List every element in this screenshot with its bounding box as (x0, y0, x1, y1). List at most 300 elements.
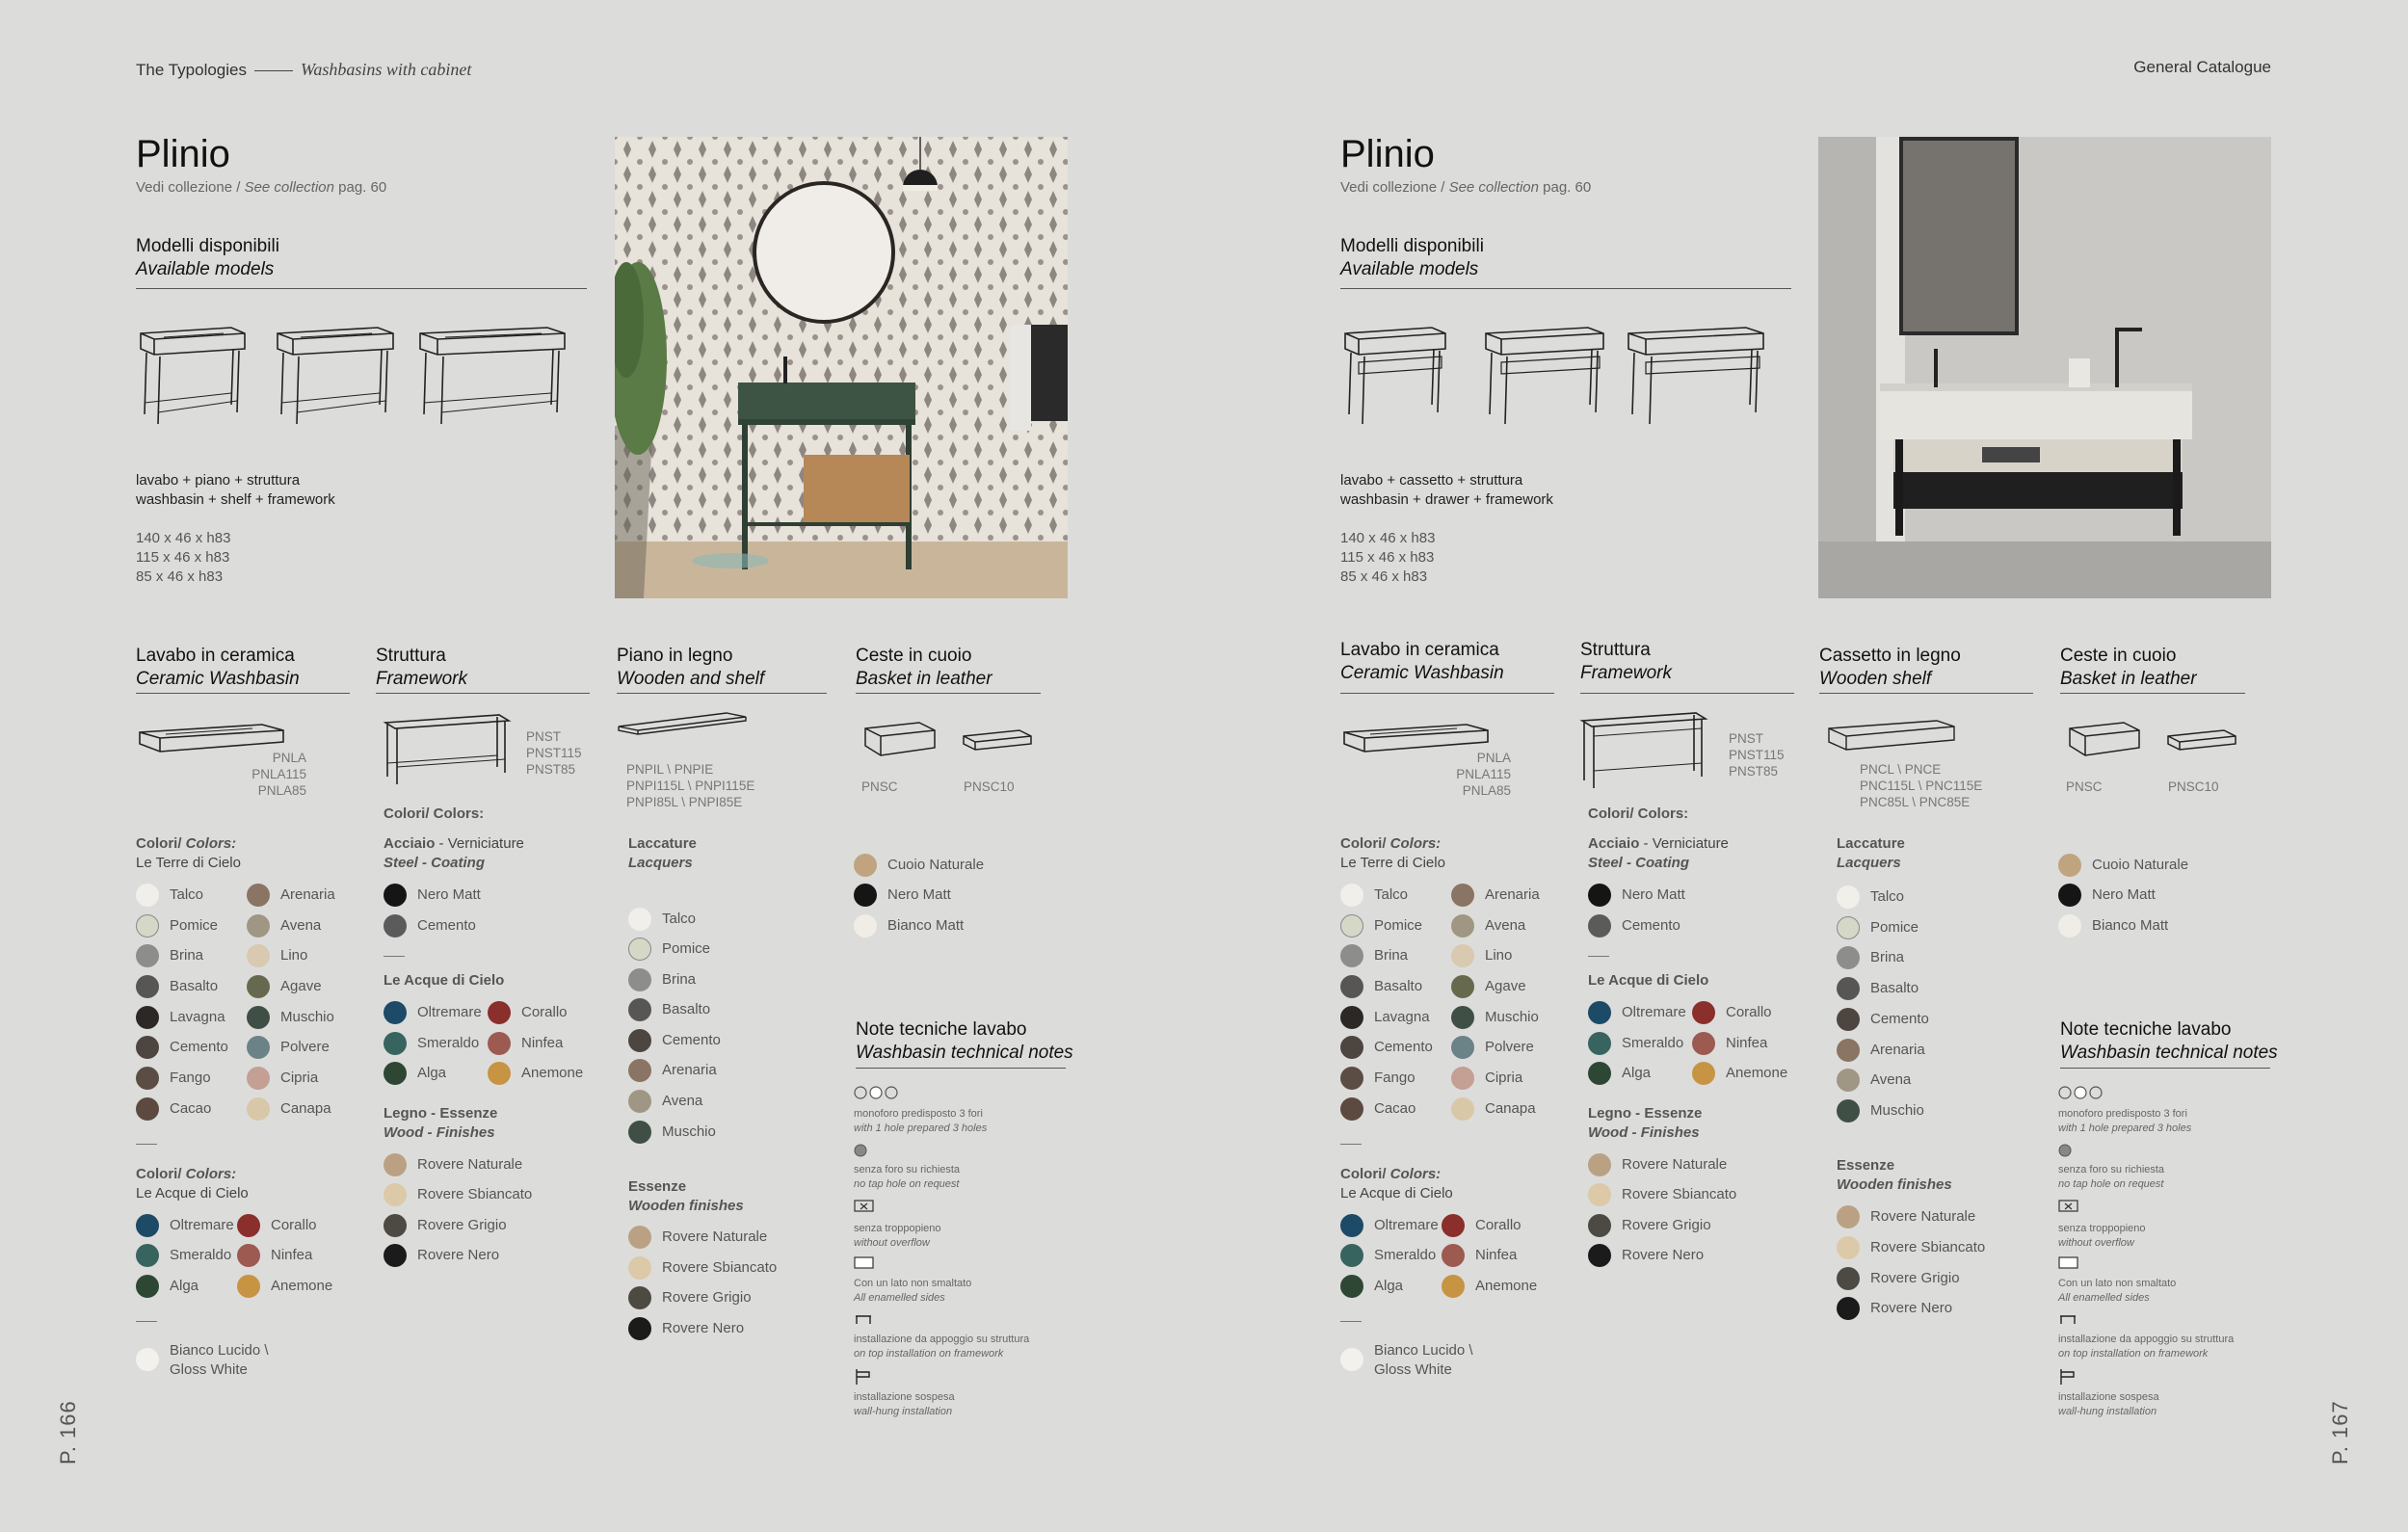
swatch-dot (237, 1214, 260, 1237)
swatch-dot (136, 914, 159, 938)
swatch-lavagna (136, 1006, 225, 1029)
swatch-name: Rovere Nero (1622, 1247, 1705, 1263)
swatch-name: Ninfea (521, 1035, 564, 1051)
code-pnst85: PNST85 (1729, 764, 1779, 779)
swatch-ninfea-frame (488, 1032, 563, 1055)
n6-it: installazione sospesa (2058, 1391, 2159, 1403)
model-dimensions (1340, 529, 1435, 587)
swatch-name: Rovere Nero (1870, 1300, 1953, 1316)
sec1-en: Ceramic Washbasin (136, 669, 300, 689)
n5-en: on top installation on framework (854, 1348, 1004, 1360)
enamelled-sides-icon (2058, 1256, 2079, 1270)
lacquers-heading (628, 834, 697, 873)
colors-label-it: Colori/ (136, 1166, 186, 1182)
swatch-name: Cemento (170, 1039, 228, 1055)
laccature-it: Laccature (628, 835, 697, 852)
code-pnst115: PNST115 (1729, 748, 1785, 762)
swatch-name: Nero Matt (417, 886, 481, 903)
swatch-dot (136, 944, 159, 967)
frame-colors-label (1588, 805, 1688, 824)
swatch-pomice (136, 914, 218, 938)
swatch-name: Anemone (1726, 1065, 1788, 1081)
swatch-name: Cipria (280, 1070, 319, 1086)
swatch-name: Alga (1622, 1065, 1652, 1081)
washbasin-codes (231, 750, 306, 799)
swatch-dot (1837, 946, 1860, 969)
swatch-name: Lavagna (1374, 1009, 1430, 1025)
swatch-dot (136, 1097, 159, 1121)
terre-label: Le Terre di Cielo (136, 855, 241, 871)
swatch-dot (1442, 1214, 1465, 1237)
swatch-dot (628, 1059, 651, 1082)
swatch-name: Fango (1374, 1070, 1416, 1086)
swatch-name: Oltremare (170, 1217, 234, 1233)
swatch-rovere-nero (1588, 1244, 1704, 1267)
sec3-it: Cassetto in legno (1819, 646, 1961, 666)
swatch-name: Avena (1870, 1071, 1912, 1088)
dimension-115: 115 x 46 x h83 (1340, 549, 1435, 566)
swatch-cemento-frame (384, 914, 476, 938)
swatch-name: Muschio (280, 1009, 334, 1025)
code-pnc115: PNC115L \ PNC115E (1860, 779, 1983, 793)
see-en: See collection (244, 179, 334, 196)
basket-drawings (2068, 715, 2251, 773)
acciaio-it: Acciaio (1588, 835, 1640, 852)
page-number-right: P. 167 (2328, 1400, 2352, 1465)
legno-en: Wood - Finishes (1588, 1124, 1700, 1141)
swatch-name: Basalto (662, 1001, 711, 1017)
on-top-installation-icon (854, 1312, 875, 1326)
legno-it: Legno - Essenze (1588, 1105, 1703, 1122)
section-shelf-rule (617, 693, 827, 694)
swatch-dot (1340, 914, 1363, 938)
swatch-dot (1340, 975, 1363, 998)
framework-codes (526, 728, 582, 778)
swatch-name: Nero Matt (1622, 886, 1685, 903)
swatch-name: Polvere (1485, 1039, 1534, 1055)
sec3-it: Piano in legno (617, 646, 733, 666)
swatch-alga-frame (384, 1062, 446, 1085)
sec2-it: Struttura (1580, 640, 1651, 660)
n2-it: senza foro su richiesta (2058, 1164, 2165, 1175)
swatch-pomice-lacquer (1837, 916, 1918, 939)
swatch-dot (384, 884, 407, 907)
swatch-nero-matt (384, 884, 481, 907)
drawer-drawing (1827, 715, 1962, 763)
n4-it: Con un lato non smaltato (854, 1278, 972, 1289)
framework-codes (1729, 730, 1785, 779)
divider-dash (1340, 1144, 1362, 1145)
swatch-dot (1692, 1001, 1715, 1024)
swatch-ninfea (237, 1244, 312, 1267)
swatch-name: Cipria (1485, 1070, 1523, 1086)
dimension-85: 85 x 46 x h83 (136, 568, 224, 585)
swatch-name: Brina (170, 947, 204, 964)
swatch-ninfea-frame (1692, 1032, 1767, 1055)
acque-frame-text: Le Acque di Cielo (384, 972, 505, 989)
note-no-tap-hole (854, 1163, 960, 1192)
lacquers-heading (1837, 834, 1905, 873)
code-pnpil: PNPIL \ PNPIE (626, 762, 714, 777)
notes-en: Washbasin technical notes (856, 1043, 1073, 1063)
swatch-name: Cemento (1870, 1011, 1929, 1027)
swatch-name: Brina (662, 971, 697, 988)
code-pnst: PNST (1729, 731, 1764, 746)
swatch-dot (1451, 1036, 1474, 1059)
section-washbasin-heading (1340, 639, 1504, 685)
note-on-top-installation (854, 1333, 1029, 1361)
models-en: Available models (1340, 259, 1479, 279)
n6-it: installazione sospesa (854, 1391, 955, 1403)
framework-drawing (382, 709, 516, 786)
terre-label: Le Terre di Cielo (1340, 855, 1445, 871)
wood-finishes-heading (384, 1104, 497, 1143)
code-pnst85: PNST85 (526, 762, 576, 777)
n1-it: monoforo predisposto 3 fori (854, 1108, 983, 1120)
technical-notes-heading (2060, 1018, 2278, 1065)
swatch-dot (1451, 1097, 1474, 1121)
swatch-dot (1588, 1153, 1611, 1176)
swatch-name: Cuoio Naturale (887, 857, 985, 873)
section-framework-heading (1580, 639, 1672, 685)
swatch-name: Cuoio Naturale (2092, 857, 2189, 873)
swatch-dot (1340, 1097, 1363, 1121)
n3-it: senza troppopieno (854, 1223, 941, 1234)
swatch-name: Canapa (280, 1100, 331, 1117)
swatch-dot (628, 1256, 651, 1280)
no-overflow-icon (2058, 1200, 2079, 1213)
divider-dash (1340, 1321, 1362, 1322)
swatch-name: Cacao (1374, 1100, 1416, 1117)
shelf-codes (626, 761, 754, 810)
swatch-dot (136, 1214, 159, 1237)
swatch-dot (1837, 1267, 1860, 1290)
no-tap-hole-icon (854, 1143, 869, 1158)
notes-it: Note tecniche lavabo (856, 1019, 1027, 1040)
frame-acque-heading (1588, 971, 1708, 991)
swatch-dot (1588, 914, 1611, 938)
swatch-rovere-naturale-shelf (628, 1226, 767, 1249)
section-framework-heading (376, 645, 467, 691)
n4-it: Con un lato non smaltato (2058, 1278, 2177, 1289)
swatch-polvere (247, 1036, 330, 1059)
swatch-dot (136, 975, 159, 998)
note-mono-hole (854, 1107, 987, 1136)
swatch-corallo-frame (1692, 1001, 1772, 1024)
swatch-agave (247, 975, 322, 998)
note-no-overflow (2058, 1222, 2146, 1251)
swatch-name: Rovere Sbiancato (1870, 1239, 1986, 1255)
swatch-polvere (1451, 1036, 1534, 1059)
basket-code-pnsc: PNSC (861, 779, 898, 794)
swatch-name: Muschio (662, 1123, 716, 1140)
swatch-name: Muschio (1870, 1102, 1924, 1119)
sec3-en: Wooden and shelf (617, 669, 765, 689)
note-enamelled-sides (854, 1277, 971, 1306)
no-tap-hole-icon (2058, 1143, 2074, 1158)
catalogue-title: General Catalogue (2133, 58, 2271, 76)
swatch-anemone (1442, 1275, 1537, 1298)
swatch-name: Nero Matt (2092, 886, 2156, 903)
swatch-fango (1340, 1067, 1416, 1090)
see-collection (1340, 179, 1591, 196)
models-heading (1340, 235, 1484, 281)
divider-dash (384, 956, 405, 957)
swatch-name: Oltremare (1374, 1217, 1439, 1233)
acciaio-it: Acciaio (384, 835, 436, 852)
code-pnla115: PNLA115 (251, 767, 306, 781)
swatch-name: Alga (1374, 1278, 1404, 1294)
section-washbasin-rule (136, 693, 350, 694)
frame-colors-text: Colori/ Colors: (1588, 806, 1689, 822)
swatch-dot (1451, 914, 1474, 938)
swatch-name: Muschio (1485, 1009, 1539, 1025)
swatch-dot (136, 1006, 159, 1029)
colors-terre-heading (136, 834, 241, 873)
swatch-dot (247, 1036, 270, 1059)
swatch-name: Oltremare (417, 1004, 482, 1020)
steel-coating-heading (384, 834, 524, 873)
section-framework-rule (1580, 693, 1794, 694)
swatch-rovere-grigio (1588, 1214, 1711, 1237)
swatch-cuoio-naturale (2058, 854, 2188, 877)
product-photo-green-cabinet (615, 137, 1068, 598)
sec4-en: Basket in leather (2060, 669, 2197, 689)
swatch-dot (854, 884, 877, 907)
swatch-dot (1837, 885, 1860, 909)
model-dimensions (136, 529, 230, 587)
code-pnpi85: PNPI85L \ PNPI85E (626, 795, 743, 809)
n2-it: senza foro su richiesta (854, 1164, 961, 1175)
models-rule (136, 288, 587, 289)
swatch-muschio-lacquer (1837, 1099, 1924, 1123)
swatch-dot (247, 914, 270, 938)
swatch-smeraldo-frame (1588, 1032, 1683, 1055)
sec4-it: Ceste in cuoio (856, 646, 972, 666)
model-drawings (1341, 320, 1804, 436)
swatch-bianco-matt (854, 914, 964, 938)
swatch-name: Agave (280, 978, 322, 994)
swatch-muschio (247, 1006, 334, 1029)
washbasin-codes (1436, 750, 1511, 799)
code-pnla115: PNLA115 (1456, 767, 1511, 781)
code-pnst115: PNST115 (526, 746, 582, 760)
swatch-dot (1340, 1214, 1363, 1237)
swatch-name: Cacao (170, 1100, 212, 1117)
section-shelf-heading (617, 645, 764, 691)
section-basket-rule (2060, 693, 2245, 694)
swatch-dot (136, 884, 159, 907)
model-description (1340, 471, 1553, 510)
see-page: pag. 60 (1538, 179, 1592, 196)
section-drawer-heading (1819, 645, 1961, 691)
swatch-name: Talco (1374, 886, 1409, 903)
swatch-rovere-nero-drawer (1837, 1297, 1952, 1320)
three-holes-icon (854, 1085, 902, 1100)
swatch-bianco-dot (1340, 1348, 1363, 1371)
see-en: See collection (1448, 179, 1539, 196)
swatch-dot (1340, 1275, 1363, 1298)
note-no-tap-hole (2058, 1163, 2164, 1192)
swatch-dot (1837, 977, 1860, 1000)
swatch-cemento-frame (1588, 914, 1680, 938)
n1-en: with 1 hole prepared 3 holes (854, 1123, 988, 1134)
swatch-oltremare (136, 1214, 234, 1237)
swatch-brina-lacquer (1837, 946, 1904, 969)
swatch-fango (136, 1067, 211, 1090)
basket-code-pnsc10: PNSC10 (2168, 779, 2219, 794)
wall-hung-icon (2058, 1368, 2079, 1386)
note-wall-hung (854, 1390, 955, 1419)
swatch-anemone (237, 1275, 332, 1298)
swatch-nero-matt-basket (854, 884, 951, 907)
swatch-anemone-frame (1692, 1062, 1787, 1085)
swatch-name: Anemone (1475, 1278, 1538, 1294)
swatch-smeraldo (136, 1244, 231, 1267)
swatch-dot (1340, 1067, 1363, 1090)
models-rule (1340, 288, 1791, 289)
swatch-name: Ninfea (1475, 1247, 1518, 1263)
swatch-talco-lacquer (628, 908, 696, 931)
swatch-dot (488, 1032, 511, 1055)
swatch-cacao (136, 1097, 211, 1121)
swatch-dot (628, 1090, 651, 1113)
swatch-lino (247, 944, 307, 967)
n4-en: All enamelled sides (2058, 1292, 2150, 1304)
swatch-cacao (1340, 1097, 1416, 1121)
acciaio-rest: - Verniciature (435, 835, 524, 852)
swatch-name: Talco (170, 886, 204, 903)
swatch-dot (1588, 884, 1611, 907)
section-basket-rule (856, 693, 1041, 694)
swatch-rovere-grigio-shelf (628, 1286, 752, 1309)
laccature-it: Laccature (1837, 835, 1905, 852)
desc-en: washbasin + shelf + framework (136, 491, 335, 508)
swatch-name: Rovere Naturale (662, 1228, 768, 1245)
see-it: Vedi collezione / (1340, 179, 1449, 196)
product-title: Plinio (1340, 133, 1435, 175)
swatch-dot (1692, 1032, 1715, 1055)
swatch-dot (1837, 1236, 1860, 1259)
desc-it: lavabo + piano + struttura (136, 472, 301, 489)
swatch-nero-matt-basket (2058, 884, 2156, 907)
swatch-arenaria (1451, 884, 1540, 907)
swatch-dot (1692, 1062, 1715, 1085)
section-framework-rule (376, 693, 590, 694)
n5-en: on top installation on framework (2058, 1348, 2209, 1360)
sec1-en: Ceramic Washbasin (1340, 663, 1504, 683)
models-it: Modelli disponibili (136, 236, 279, 256)
swatch-bianco-lucido (1374, 1341, 1473, 1380)
code-pnc85: PNC85L \ PNC85E (1860, 795, 1971, 809)
swatch-name: Rovere Sbiancato (662, 1259, 778, 1276)
notes-rule (856, 1068, 1066, 1069)
sec2-en: Framework (1580, 663, 1673, 683)
colors-acque-heading (1340, 1165, 1453, 1203)
acque-label: Le Acque di Cielo (136, 1185, 249, 1202)
notes-en: Washbasin technical notes (2060, 1043, 2278, 1063)
swatch-dot (628, 1121, 651, 1144)
swatch-dot (1837, 1297, 1860, 1320)
model-description (136, 471, 335, 510)
swatch-dot (1442, 1275, 1465, 1298)
swatch-name: Bianco Matt (2092, 917, 2169, 934)
swatch-dot (2058, 854, 2081, 877)
bianco-en: Gloss White (170, 1361, 248, 1378)
swatch-dot (1451, 975, 1474, 998)
swatch-name: Arenaria (662, 1062, 717, 1078)
swatch-name: Basalto (170, 978, 219, 994)
drawer-codes (1860, 761, 1982, 810)
swatch-dot (384, 1032, 407, 1055)
swatch-dot (628, 968, 651, 991)
swatch-lavagna (1340, 1006, 1430, 1029)
swatch-nero-matt (1588, 884, 1685, 907)
section-drawer-rule (1819, 693, 2033, 694)
swatch-smeraldo-frame (384, 1032, 479, 1055)
divider-dash (136, 1321, 157, 1322)
swatch-brina (1340, 944, 1408, 967)
swatch-dot (384, 1183, 407, 1206)
swatch-dot (1588, 1062, 1611, 1085)
swatch-dot (628, 1286, 651, 1309)
n2-en: no tap hole on request (2058, 1178, 2164, 1190)
product-photo-black-frame (1818, 137, 2271, 598)
code-pnla85: PNLA85 (257, 783, 306, 798)
swatch-rovere-naturale-drawer (1837, 1205, 1975, 1228)
section-basket-heading (2060, 645, 2197, 691)
swatch-name: Bianco Matt (887, 917, 965, 934)
swatch-dot (237, 1275, 260, 1298)
technical-notes-heading (856, 1018, 1073, 1065)
swatch-name: Rovere Nero (417, 1247, 500, 1263)
swatch-name: Canapa (1485, 1100, 1536, 1117)
swatch-arenaria-lacquer (1837, 1039, 1925, 1062)
see-it: Vedi collezione / (136, 179, 245, 196)
bianco-en: Gloss White (1374, 1361, 1452, 1378)
notes-rule (2060, 1068, 2270, 1069)
swatch-alga (136, 1275, 198, 1298)
colors-label-en: Colors: (185, 1166, 237, 1182)
sec2-en: Framework (376, 669, 468, 689)
swatch-corallo (237, 1214, 317, 1237)
swatch-name: Rovere Grigio (662, 1289, 752, 1306)
swatch-rovere-sbiancato (1588, 1183, 1736, 1206)
swatch-name: Talco (662, 911, 697, 927)
n1-en: with 1 hole prepared 3 holes (2058, 1123, 2192, 1134)
swatch-cemento (136, 1036, 228, 1059)
colors-terre-heading (1340, 834, 1445, 873)
frame-acque-heading (384, 971, 504, 991)
swatch-dot (247, 1097, 270, 1121)
swatch-smeraldo (1340, 1244, 1436, 1267)
model-drawings (137, 320, 599, 436)
swatch-oltremare-frame (1588, 1001, 1686, 1024)
swatch-name: Rovere Grigio (1622, 1217, 1711, 1233)
swatch-name: Alga (170, 1278, 199, 1294)
swatch-muschio-lacquer (628, 1121, 716, 1144)
swatch-name: Basalto (1870, 980, 1919, 996)
swatch-alga-frame (1588, 1062, 1651, 1085)
note-mono-hole (2058, 1107, 2191, 1136)
swatch-dot (1837, 1008, 1860, 1031)
swatch-dot (1340, 944, 1363, 967)
swatch-pomice-lacquer (628, 938, 710, 961)
n4-en: All enamelled sides (854, 1292, 945, 1304)
sec1-it: Lavabo in ceramica (1340, 640, 1499, 660)
swatch-canapa (1451, 1097, 1536, 1121)
swatch-name: Rovere Nero (662, 1320, 745, 1336)
